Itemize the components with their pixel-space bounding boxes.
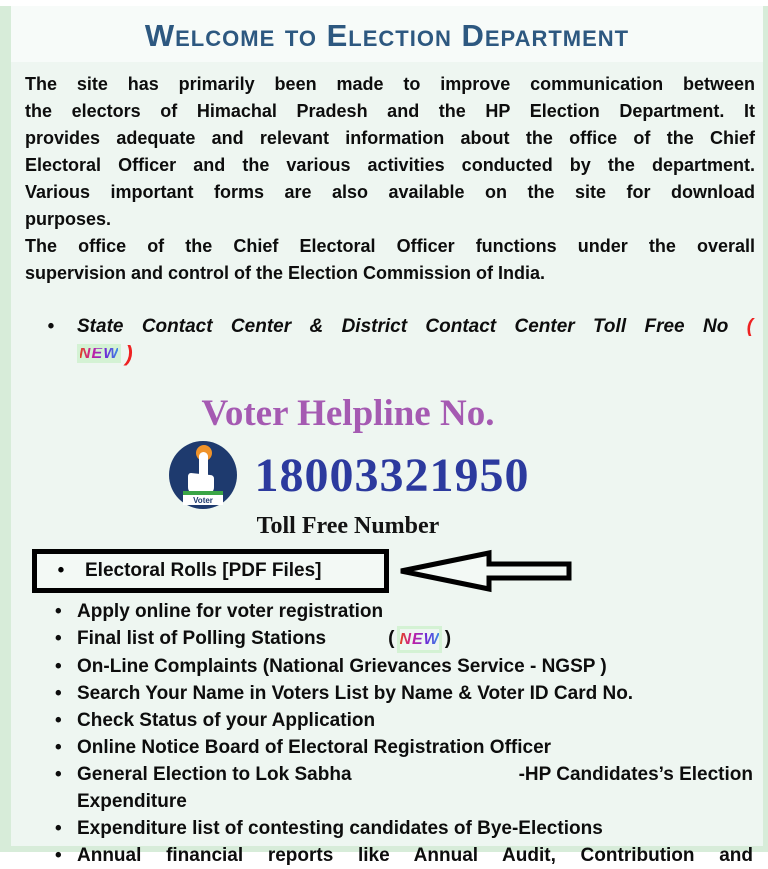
paragraph-line: purposes. [25, 209, 112, 229]
paragraph-line: Various important forms are also available on the site for download [25, 182, 755, 202]
voter-helpline-logo-icon [167, 439, 239, 511]
open-paren: ( [388, 628, 395, 649]
link-lok-sabha-expenditure[interactable]: • General Election to Lok Sabha -HP Candidates’s Election Expenditure [25, 761, 755, 815]
link-search-name[interactable]: • Search Your Name in Voters List by Name & Voter ID Card No. [25, 680, 755, 707]
link-notice-board[interactable]: • Online Notice Board of Electoral Registration Officer [25, 734, 755, 761]
content-area [11, 6, 763, 866]
page-title: Welcome to Election Department [144, 18, 630, 53]
close-paren: ) [125, 341, 133, 366]
new-icon: NEW [397, 626, 441, 653]
helpline-number: 18003321950 [254, 448, 530, 502]
paragraph-line: The office of the Chief Electoral Officer functions under the overall [25, 236, 755, 256]
intro-paragraph-1 [25, 71, 755, 233]
close-paren: ) [444, 628, 452, 649]
contact-line-2 [25, 340, 755, 367]
link-apply-online[interactable]: • Apply online for voter registration [25, 598, 755, 625]
paragraph-line: The site has primarily been made to improve communication between [25, 74, 755, 94]
new-icon: NEW [79, 345, 120, 362]
page [0, 6, 768, 866]
quick-links-list [25, 598, 755, 869]
paragraph-line: supervision and control of the Election Commission of India. [25, 263, 546, 283]
link-online-complaints[interactable]: • On-Line Complaints (National Grievances Service - NGSP ) [25, 653, 755, 680]
helpline-title: Voter Helpline No. [201, 393, 495, 434]
contact-center-item[interactable] [25, 313, 755, 367]
highlight-row [32, 548, 755, 594]
link-annual-reports[interactable]: • Annual financial reports like Annual Audit, Contribution and [25, 842, 755, 869]
bullet-dot: • [57, 560, 65, 581]
open-paren: ( [746, 316, 754, 337]
paragraph-line: provides adequate and relevant information about the office of the Chief [25, 128, 755, 148]
helpline-row [33, 439, 663, 511]
voter-logo-label: Voter [192, 496, 213, 505]
voter-helpline-block [33, 393, 663, 540]
bullet-dot: • [47, 316, 55, 337]
contact-line-1 [25, 313, 755, 340]
paragraph-line: the electors of Himachal Pradesh and the HP Election Department. It [25, 101, 755, 121]
intro-paragraph-2 [25, 233, 755, 287]
arrow-left-icon [397, 549, 575, 593]
link-polling-stations[interactable]: • Final list of Polling Stations ( NEW ) [25, 625, 755, 653]
toll-free-label: Toll Free Number [256, 513, 440, 539]
paragraph-line: Electoral Officer and the various activities conducted by the department. [25, 155, 755, 175]
electoral-rolls-box[interactable] [32, 549, 389, 593]
contact-label[interactable]: State Contact Center & District Contact Center Toll Free No [77, 316, 729, 337]
electoral-rolls-link[interactable]: Electoral Rolls [PDF Files] [85, 560, 322, 581]
link-bye-elections-expenditure[interactable]: • Expenditure list of contesting candidates of Bye-Elections [25, 815, 755, 842]
title-band [11, 6, 763, 62]
link-check-status[interactable]: • Check Status of your Application [25, 707, 755, 734]
